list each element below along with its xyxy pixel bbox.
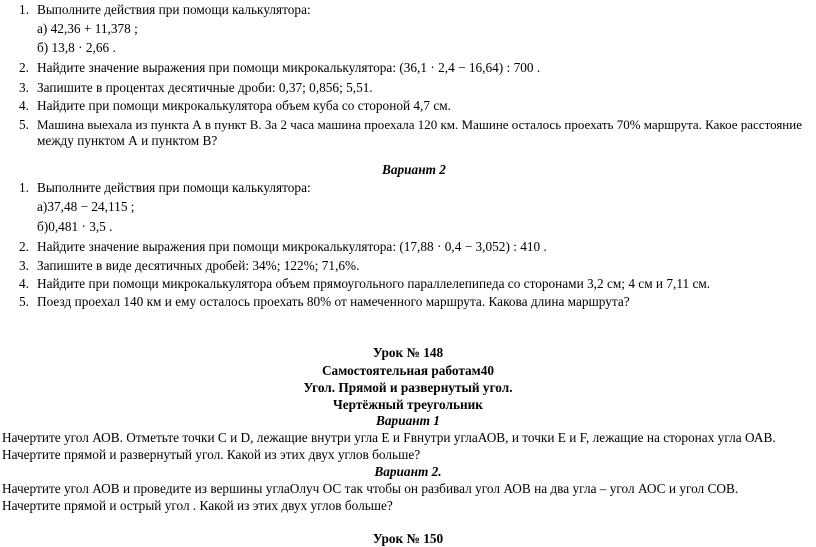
task-number: 1.: [19, 2, 29, 17]
variant1-heading: Вариант 1: [376, 413, 440, 428]
task-subitem: б)0,481 · 3,5 .: [37, 219, 113, 234]
lesson-topic: Угол. Прямой и развернутый угол.: [303, 380, 513, 395]
task-text: Поезд проехал 140 км и ему осталось проехать 80% от намеченного маршрута. Какова длина маршрута?: [37, 294, 630, 309]
lesson-subtitle: Самостоятельная работам40: [321, 363, 495, 378]
task-number: 3.: [19, 258, 29, 273]
task-number: 4.: [19, 98, 29, 113]
variant2-heading: Вариант 2: [382, 162, 446, 177]
task-number: 4.: [19, 276, 29, 291]
lesson-task-line: Начертите прямой и острый угол . Какой из этих двух углов больше?: [2, 498, 393, 513]
task-text: Выполните действия при помощи калькулятора:: [37, 2, 311, 17]
task-subitem: а) 42,36 + 11,378 ;: [37, 21, 138, 36]
lesson-title-150: Урок № 150: [372, 531, 444, 546]
lesson-task-line: Начертите угол АОВ. Отметьте точки С и D, лежащие внутри угла Е и Fвнутри углаАОВ, и точки Е и F, лежащие на сторонах угла ОАВ.: [2, 430, 776, 445]
task-text: Найдите при помощи микрокалькулятора объем куба со стороной 4,7 см.: [37, 98, 451, 113]
task-text: Найдите значение выражения при помощи микрокалькулятора: (36,1 · 2,4 − 16,64) : 700 .: [37, 60, 541, 75]
task-text: Найдите при помощи микрокалькулятора объем прямоугольного параллелепипеда со сторонами 3,2 см; 4 см и 7,11 см.: [37, 276, 711, 291]
lesson-task-line: Начертите прямой и развернутый угол. Какой из этих двух углов больше?: [2, 447, 421, 462]
task-text: Запишите в виде десятичных дробей: 34%; 122%; 71,6%.: [37, 258, 360, 273]
task-number: 2.: [19, 239, 29, 254]
lesson-title: Урок № 148: [372, 345, 444, 360]
task-subitem: а)37,48 − 24,115 ;: [37, 199, 135, 214]
task-number: 5.: [19, 294, 29, 309]
task-text: Выполните действия при помощи калькулятора:: [37, 180, 311, 195]
task-number: 5.: [19, 117, 29, 132]
task-text-continued: между пунктом А и пунктом В?: [37, 133, 218, 148]
task-number: 2.: [19, 60, 29, 75]
variant2-heading-lesson: Вариант 2.: [374, 464, 442, 479]
task-text: Машина выехала из пункта А в пункт В. За 2 часа машина проехала 120 км. Машине осталось проехать 70% маршрута. Какое расстояние: [37, 117, 802, 132]
task-text: Запишите в процентах десятичные дроби: 0,37; 0,856; 5,51.: [37, 80, 373, 95]
task-text: Найдите значение выражения при помощи микрокалькулятора: (17,88 · 0,4 − 3,052) : 410 .: [37, 239, 547, 254]
task-subitem: б) 13,8 · 2,66 .: [37, 40, 116, 55]
lesson-topic-secondary: Чертёжный треугольник: [333, 397, 483, 412]
task-number: 3.: [19, 80, 29, 95]
lesson-task-line: Начертите угол АОВ и проведите из вершины углаОлуч ОС так чтобы он разбивал угол АОВ на два угла – угол АОС и угол СОВ.: [2, 481, 739, 496]
task-number: 1.: [19, 180, 29, 195]
